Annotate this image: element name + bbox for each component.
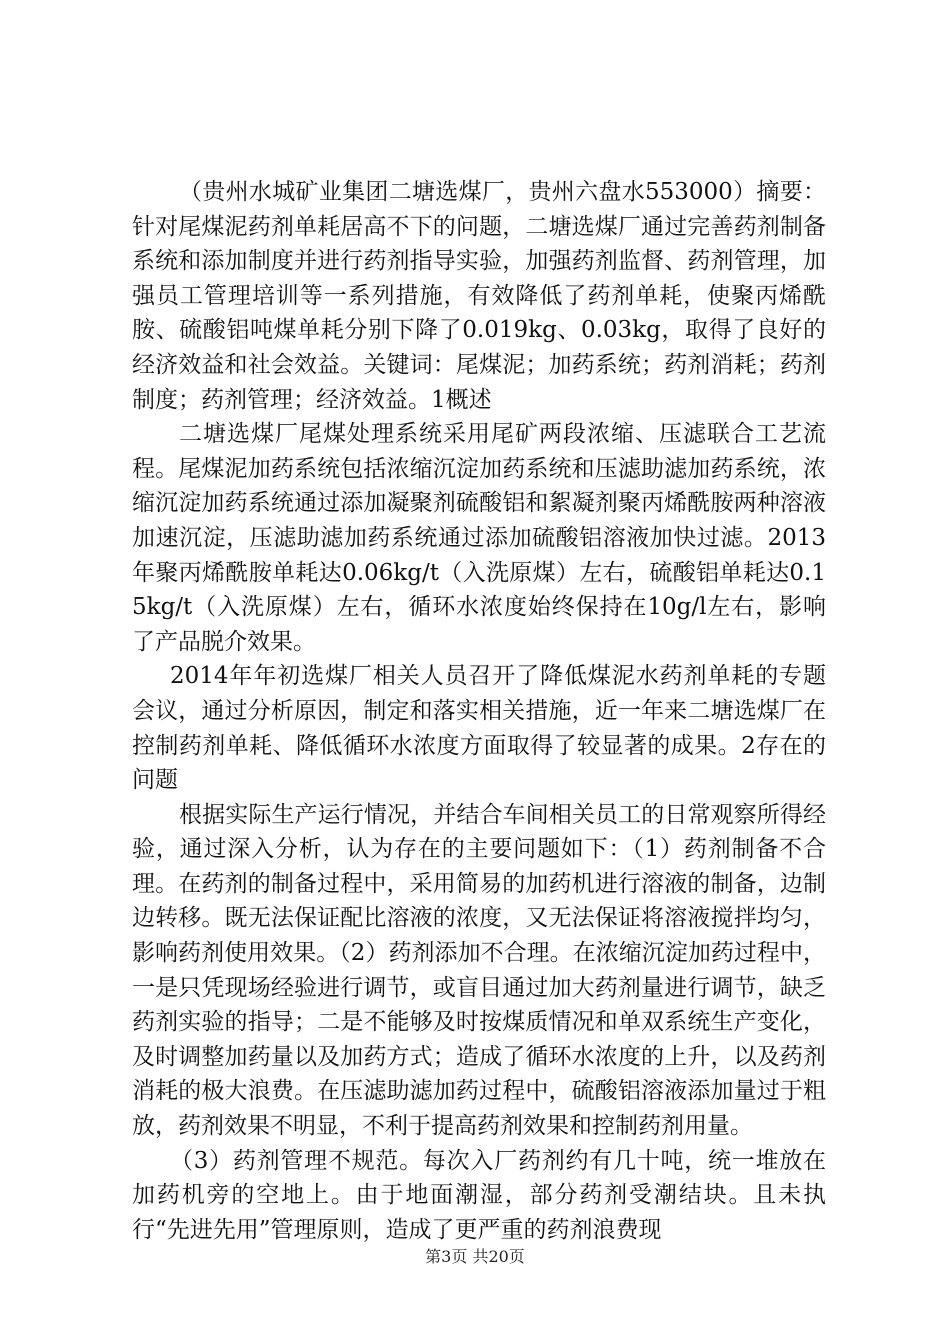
paragraph-overview: 二塘选煤厂尾煤处理系统采用尾矿两段浓缩、压滤联合工艺流程。尾煤泥加药系统包括浓缩沉淀加药系统和压滤助滤加药系统，浓缩沉淀加药系统通过添加凝聚剂硫酸铝和絮凝剂聚丙烯酰胺两种溶液加速沉淀，压滤助滤加药系统通过添加硫酸铝溶液加快过滤。2013年聚丙烯酰胺单耗达0.06kg/t（入洗原煤）左右，硫酸铝单耗达0.15kg/t（入洗原煤）左右，循环水浓度始终保持在10g/l左右，影响了产品脱介效果。 <box>132 421 826 655</box>
paragraph-management: （3）药剂管理不规范。每次入厂药剂约有几十吨，统一堆放在加药机旁的空地上。由于地面潮湿，部分药剂受潮结块。且未执行“先进先用”管理原则，造成了更严重的药剂浪费现 <box>132 1147 826 1243</box>
paragraph-problems: 根据实际生产运行情况，并结合车间相关员工的日常观察所得经验，通过深入分析，认为存在的主要问题如下：（1）药剂制备不合理。在药剂的制备过程中，采用简易的加药机进行溶液的制备，边制边转移。既无法保证配比溶液的浓度，又无法保证将溶液搅拌均匀，影响药剂使用效果。（2）药剂添加不合理。在浓缩沉淀加药过程中，一是只凭现场经验进行调节，或盲目通过加大药剂量进行调节，缺乏药剂实验的指导；二是不能够及时按煤质情况和单双系统生产变化，及时调整加药量以及加药方式；造成了循环水浓度的上升，以及药剂消耗的极大浪费。在压滤助滤加药过程中，硫酸铝溶液添加量过于粗放，药剂效果不明显，不利于提高药剂效果和控制药剂用量。 <box>132 801 826 1140</box>
document-body <box>132 175 826 1247</box>
paragraph-meeting: 2014年年初选煤厂相关人员召开了降低煤泥水药剂单耗的专题会议，通过分析原因，制定和落实相关措施，近一年来二塘选煤厂在控制药剂单耗、降低循环水浓度方面取得了较显著的成果。2存在的问题 <box>132 663 826 794</box>
paragraph-abstract: （贵州水城矿业集团二塘选煤厂，贵州六盘水553000）摘要：针对尾煤泥药剂单耗居高不下的问题，二塘选煤厂通过完善药剂制备系统和添加制度并进行药剂指导实验，加强药剂监督、药剂管理，加强员工管理培训等一系列措施，有效降低了药剂单耗，使聚丙烯酰胺、硫酸铝吨煤单耗分别下降了0.019kg、0.03kg，取得了良好的经济效益和社会效益。关键词：尾煤泥；加药系统；药剂消耗；药剂制度；药剂管理；经济效益。1概述 <box>132 179 826 413</box>
page-footer: 第3页 共20页 <box>425 1247 525 1266</box>
